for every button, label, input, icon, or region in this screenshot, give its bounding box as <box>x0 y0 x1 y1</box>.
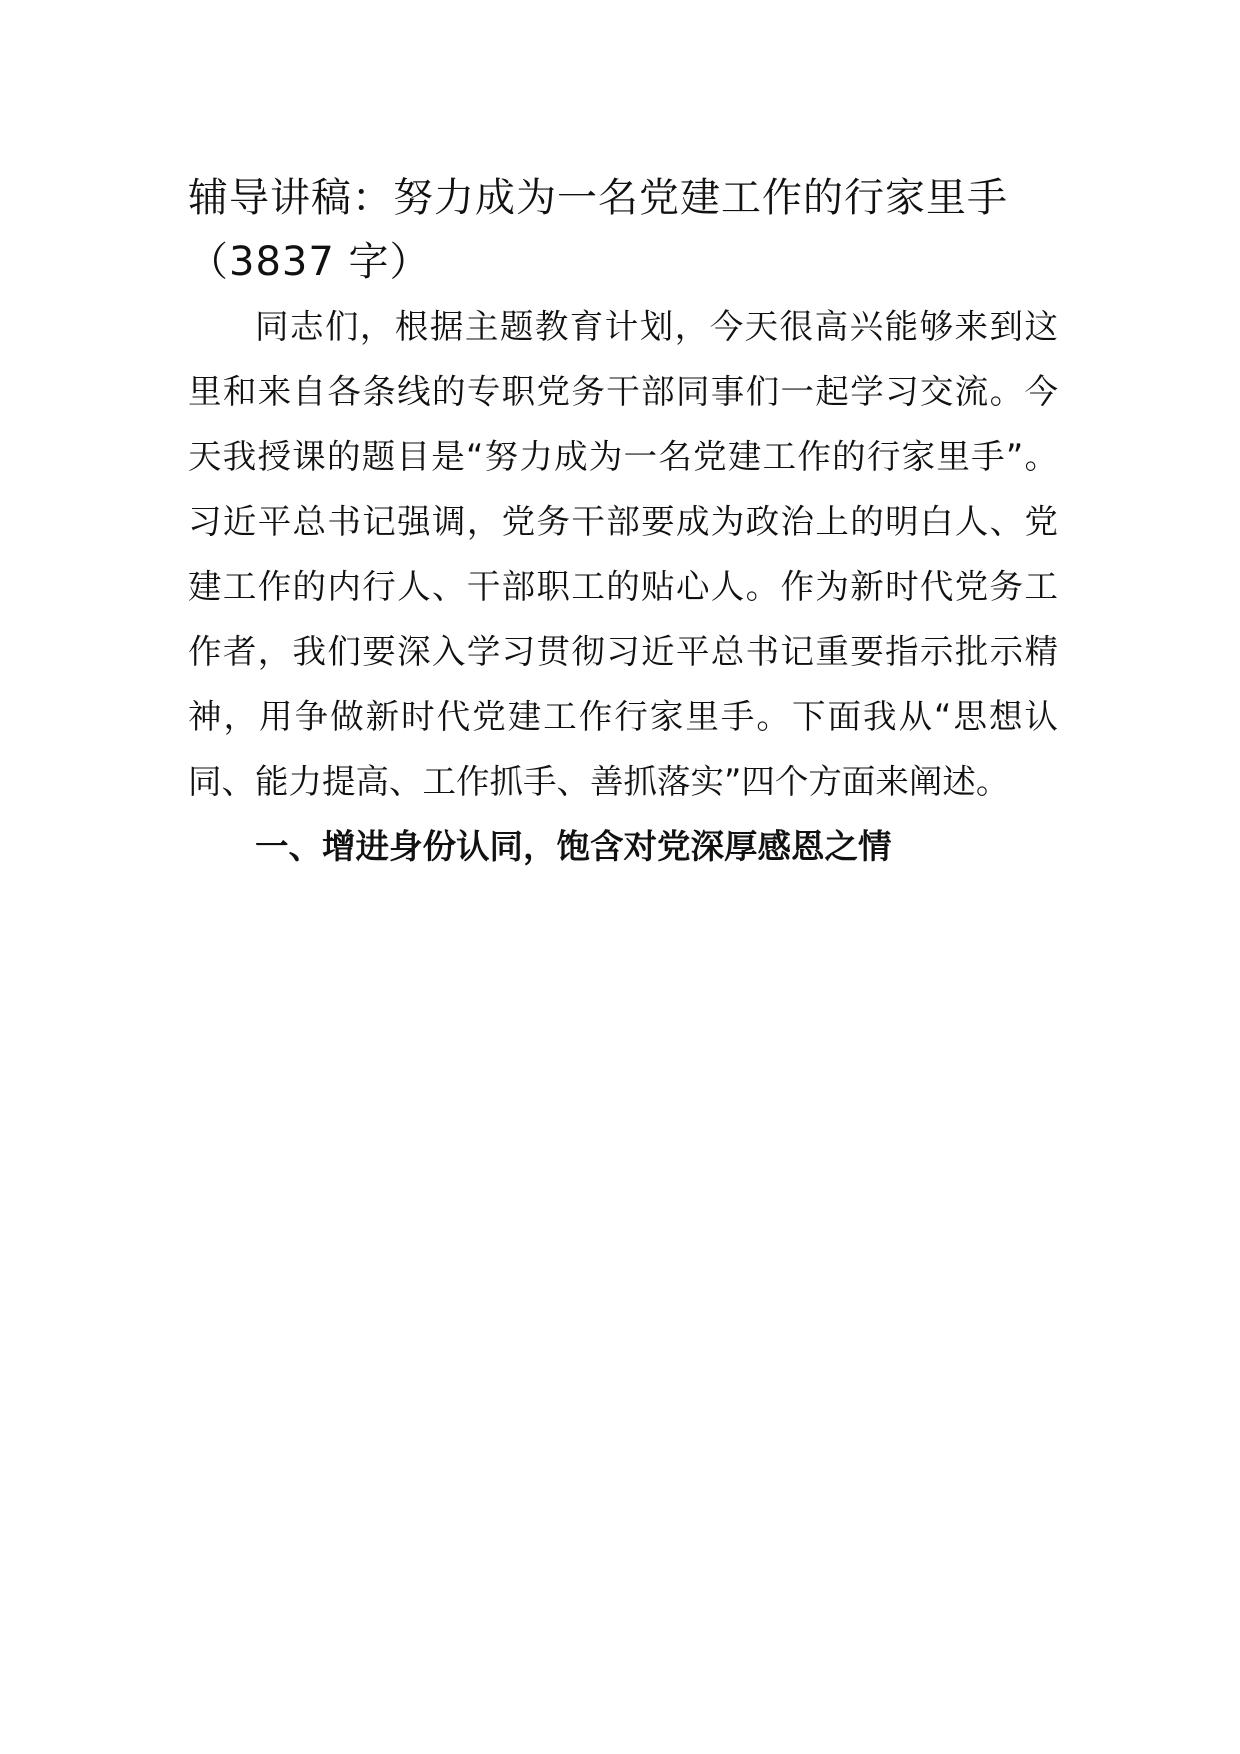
title-line-main: 辅导讲稿：努力成为一名党建工作的行家里手 <box>188 175 1008 221</box>
title-line-wordcount: （3837 字） <box>188 239 431 285</box>
document-content <box>188 166 1058 879</box>
body-paragraph: 同志们，根据主题教育计划，今天很高兴能够来到这里和来自各条线的专职党务干部同事们一起学习交流。今天我授课的题目是“努力成为一名党建工作的行家里手”。习近平总书记强调，党务干部要成为政治上的明白人、党建工作的内行人、干部职工的贴心人。作为新时代党务工作者，我们要深入学习贯彻习近平总书记重要指示批示精神，用争做新时代党建工作行家里手。下面我从“思想认同、能力提高、工作抓手、善抓落实”四个方面来阐述。 <box>188 307 1058 801</box>
section-heading: 一、增进身份认同，饱含对党深厚感恩之情 <box>255 827 892 866</box>
document-title <box>188 166 1058 294</box>
